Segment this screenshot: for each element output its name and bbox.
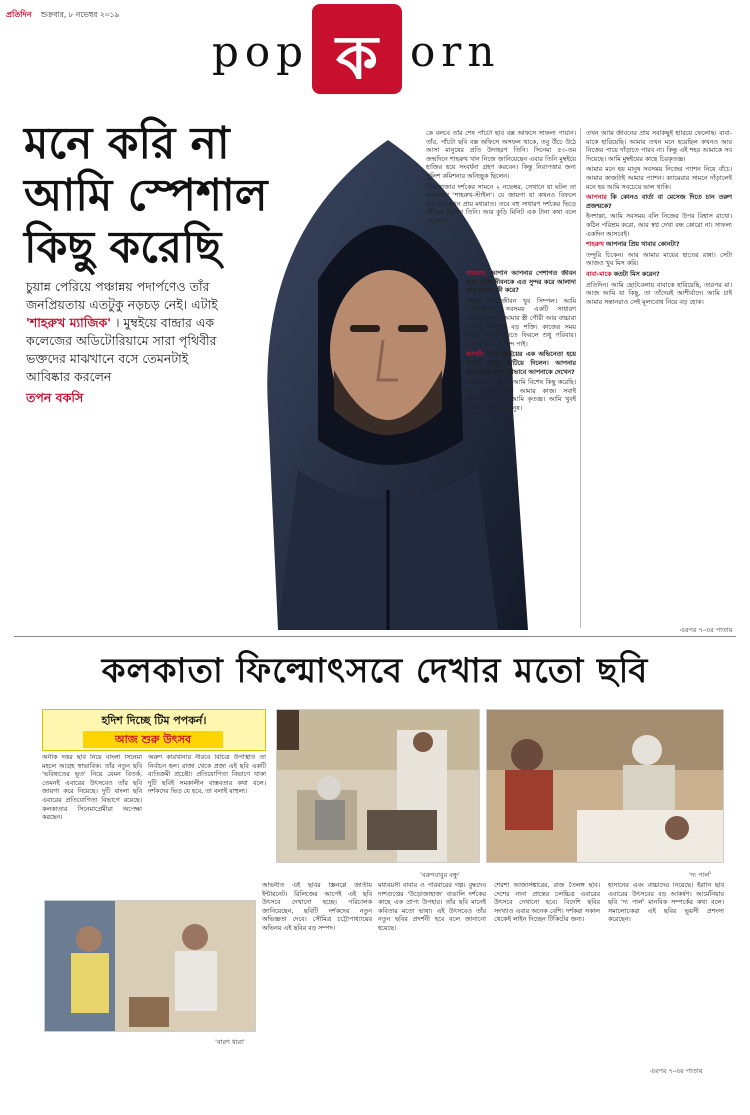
lead-headline <box>24 118 444 274</box>
festival-photo-3-caption: 'বারণ ধারা' <box>215 1038 245 1046</box>
festival-column-3 <box>494 882 600 1060</box>
festival-intro-text-2: অরুণ কারখানার নীরবে বিচিত্র উপস্থিতি তা নির্বাচন হল। রাজা থেকে প্রজা এই ছবি একটি ব্যতিক্রমী প্রচেষ্টা। প্রতিযোগিতা বিভাগে থাকা দুটি ছবিই সমকালীন বাস্তবতার কথা বলে। দর্শকদের ভিড় যে হবে, তা বলাই বাহুল্য। <box>148 754 266 796</box>
festival-tag-line-1: হদিশ দিচ্ছে টিম পপকর্ন। <box>101 714 207 727</box>
q2-lead: আপনি <box>466 351 484 359</box>
q5-lead: বাবা-মাকে <box>586 270 612 278</box>
headline-line-3: কিছু করেছি <box>24 222 222 273</box>
issue-date: শুক্রবার, ৮ নভেম্বর ২০১৯ <box>40 10 120 19</box>
masthead-strip <box>6 2 206 19</box>
popcorn-logo <box>200 4 540 94</box>
a4-text: তন্দুরি চিকেন। আর আমার মায়ের হাতের রান্না। সেটা আজও খুব মিস করি। <box>586 251 732 268</box>
lead-col-b-para-1: তখন আমি জীবনের প্রায় সবকিছুই হারিয়ে ফেলেছি। বাবা-মাকে হারিয়েছি। আমার তখন মনে হয়েছিল কখনও আর নিজের পায়ে দাঁড়াতে পারব না। কিন্তু এই শহর আমাকে সব দিয়েছে। আমি মুম্বইয়ের কাছে চিরকৃতজ্ঞ। <box>586 130 732 163</box>
logo-mark-glyph: ক <box>336 23 378 93</box>
byline: তপন বকসি <box>26 390 84 405</box>
lead-column-a <box>426 130 576 270</box>
festival-col-2-text: মধ্যবয়সী বাবার ও পরিবারের গল্প। বুদ্ধদেব দাশগুপ্তের 'উড়োজাহাজ' বাঙালি দর্শকের কাছে এক প্রাপ্য উপহার। তাঁর ছবি মানেই কবিতার মতো ভাষা। এই উৎসবেও তাঁর নতুন ছবির প্রদর্শনী হবে বলে জানানো হয়েছে। <box>378 882 486 932</box>
headline-line-1: মনে করি না <box>24 118 230 169</box>
a5-text: প্রতিদিন। আমি ছোটবেলায় বাবাকে হারিয়েছি, তারপর মা। আজ আমি যা কিছু, তা তাঁদেরই আশীর্বাদে। আমি চাই আমার সন্তানরাও সেই মূল্যবোধ নিয়ে বড় হোক। <box>586 281 732 306</box>
two-people-scene-illustration <box>45 901 255 1031</box>
logo-text-right: orn <box>410 27 501 76</box>
festival-col-3-text: শেরশা আজার্সঙ্কারের, রাজ তৈলঙ্গ ছবি। দেশের নানা প্রান্তের চলচ্চিত্র এবারের উৎসবে দেখানো হবে। বিদেশি ছবির সংখ্যাও এবার অনেক বেশি। দর্শকরা সকাল থেকেই লাইন দিচ্ছেন টিকিটের জন্য। <box>494 882 600 924</box>
q1-text: আপনি আপনার পেশাগত জীবন আর ব্যক্তিজীবনকে এত সুন্দর করে আলাদা করে রাখেন কী করে? <box>466 270 576 295</box>
festival-title: কলকাতা ফিল্মোৎসবে দেখার মতো ছবি <box>101 651 649 691</box>
intro-highlight: 'শাহরুখ ম্যাজিক' <box>26 315 112 330</box>
section-divider <box>14 636 736 637</box>
festival-photo-1-caption: 'বরুণবাবুর বন্ধু' <box>420 871 460 879</box>
festival-continued: এরপর ৭-এর পাতায় <box>650 1067 703 1075</box>
a1-text: আমার ব্যক্তিজীবন খুব সিম্পল। আমি ব্যক্তিজীবনে সবসময় একটি সাধারণ ফ্যামিলি ম্যান। আমার স্ত্রী গৌরী আর বাচ্চারা আমার সবচেয়ে বড় শক্তি। কাজের সময় কাজ, আর বাড়িতে ফিরলে শুধু পরিবার। এতেই আমি আনন্দ পাই। <box>466 297 576 348</box>
a3-text: ইনশাল্লা, আমি সবসময় বলি নিজের উপর বিশ্বাস রাখো। কঠিন পরিশ্রম করো, আর স্বপ্ন দেখা বন্ধ কোরো না। সাফল্য একদিন আসবেই। <box>586 213 732 238</box>
festival-tag <box>42 709 266 751</box>
festival-photo-2-caption: 'দ্য পার্ল' <box>688 871 712 879</box>
kitchen-scene-illustration <box>277 710 479 862</box>
q2-text: এখন মুম্বইয়ের এক অভিনেতা হয়ে অনেক বছর কাটিয়ে দিলেন। আপনার চারপাশের মানুষ কীভাবে আপনাকে দেখেন? <box>466 351 576 376</box>
intro-text-2: । মুম্বইয়ে বান্দ্রার এক কলেজের অডিটোরিয়ামে সারা পৃথিবীর ভক্তদের মাঝখানে বসে তেমনটাই আবিষ্কার করলেন <box>26 315 217 384</box>
festival-photo-3 <box>44 900 256 1032</box>
q1-lead: শাহরুখ: <box>466 270 487 277</box>
q4-text: আপনার প্রিয় খাবার কোনটা? <box>605 241 680 249</box>
festival-tag-line-2: আজ শুরু উৎসব <box>83 731 223 748</box>
festival-column-4 <box>608 882 724 1060</box>
lead-col-b-para-2: আমার মনে হয় মানুষ সবসময় নিজের প্যাশন নিয়ে বাঁচে। আমার কাজটাই আমার প্যাশন। ক্যামেরার সামনে দাঁড়ালেই মনে হয় আমি সবচেয়ে ভাল থাকি। <box>586 166 732 191</box>
column-rule-1 <box>580 128 581 628</box>
a2-text: আমি মনে করি না আমি বিশেষ কিছু করেছি। যা করেছি সেটা আমার কাজ। সবাই ভালবাসেন বলে আমি কৃতজ্ঞ। আমি খুবই সাধারণ একজন মানুষ। <box>466 379 576 412</box>
paper-name: প্রতিদিন <box>6 10 32 19</box>
lead-continued: এরপর ৭-এর পাতায় <box>680 626 733 634</box>
q3-lead: আপনার <box>586 194 607 202</box>
festival-column-2 <box>378 882 486 1060</box>
lead-column-b <box>586 130 732 635</box>
festival-intro-2 <box>148 754 266 894</box>
festival-photo-2 <box>486 709 724 863</box>
q5-text: কতটা মিস করেন? <box>613 270 660 278</box>
lead-qa-1 <box>466 270 576 570</box>
lead-col-a-para-1: কে বলবে তাঁর শেষ পাঁচটা ছবি বক্স অফিসে সাফল্য পায়নি। তাঁর, পাঁচটা ছবি বক্স অফিসে অসফল থাকে, তবু উঁচে উঠে আসা মানুষের প্রতি উদাহরণ তিনি। সিনেমা ৫৩-তম জন্মদিনে শাহরুখ খান নিজে জানিয়েছেন এবার তিনি মুম্বইয়ে হাজির হয়ে সংবর্ধনা গ্রহণ করবেন। কিন্তু নিরাপত্তার জন্য পুলিশ কমিশনার অনিচ্ছুক ছিলেন। <box>426 130 576 180</box>
festival-intro-1 <box>42 754 142 894</box>
hospital-scene-illustration <box>487 710 723 862</box>
festival-col-1-text: অভিনীত এই ছবির স্ক্রিনপ্লে জাতীয় ইন্টারনেট। রিলিজের আগেই এই ছবি উৎসবে দেখানো হচ্ছে। পরিচালক জানিয়েছেন, ছবিটি দর্শকদের নতুন অভিজ্ঞতা দেবে। সৌমিত্র চট্টোপাধ্যায়ের অভিনয় এই ছবির বড় সম্পদ। <box>262 882 372 932</box>
festival-col-4-text: হাসানের এবং বাচ্চাদের নিয়েছে। ইরানি ছবি এবারের উৎসবের বড় আকর্ষণ। আর্মেনিয়ার ছবি 'দ্য পার্ল' মানবিক সম্পর্কের কথা বলে। সমালোচকরা এই ছবির ভূয়সী প্রশংসা করেছেন। <box>608 882 724 924</box>
logo-mark <box>312 4 402 94</box>
intro-text-1: চুয়ান্ন পেরিয়ে পঞ্চান্নয় পদার্পণেও তাঁর জনপ্রিয়তায় এতটুকু নড়চড় নেই। এটাই <box>26 279 218 312</box>
festival-intro-text-1: অনীক দত্তর ছবি নিয়ে বাংলা সিনেমা মহলে আগ্রহ স্বাভাবিক। তাঁর নতুন ছবি 'ভবিষ্যতের ভূত' নিয়ে যেমন বিতর্ক, তেমনই এবারের উৎসবেও তাঁর ছবি জায়গা করে নিয়েছে। দুটি বাংলা ছবি এবারের প্রতিযোগিতা বিভাগে রয়েছে। কলকাতার সিনেমাপ্রেমীরা অপেক্ষা করছেন। <box>42 754 142 822</box>
lead-intro <box>26 278 236 407</box>
headline-line-2: আমি স্পেশাল <box>24 170 268 221</box>
logo-text-left: pop <box>212 27 310 76</box>
q4-lead: শাহরুখ <box>586 241 604 249</box>
festival-column-1 <box>262 882 372 1060</box>
lead-col-a-para-2: তিন হাজার দর্শকের সামনে ২ নভেম্বর, সেখানে যা ঘটল তা একেবারে 'শাহরুখ-স্টাইল'। যে জায়গা যা কখনও বিফলে যায় না। এখন প্রায় মধ্যরাত। তবে বহু সাধারণ দর্শকের ভিড়ে দাঁড়িয়ে ছিলেন তিনি। আর কুড়ি মিনিট এক টানা কথা বলে গেলেন। <box>426 183 576 225</box>
festival-photo-1 <box>276 709 480 863</box>
q3-text: কি কোনও বার্তা বা মেসেজ দিতে চান তরুণ প্রজন্মকে? <box>586 194 732 210</box>
